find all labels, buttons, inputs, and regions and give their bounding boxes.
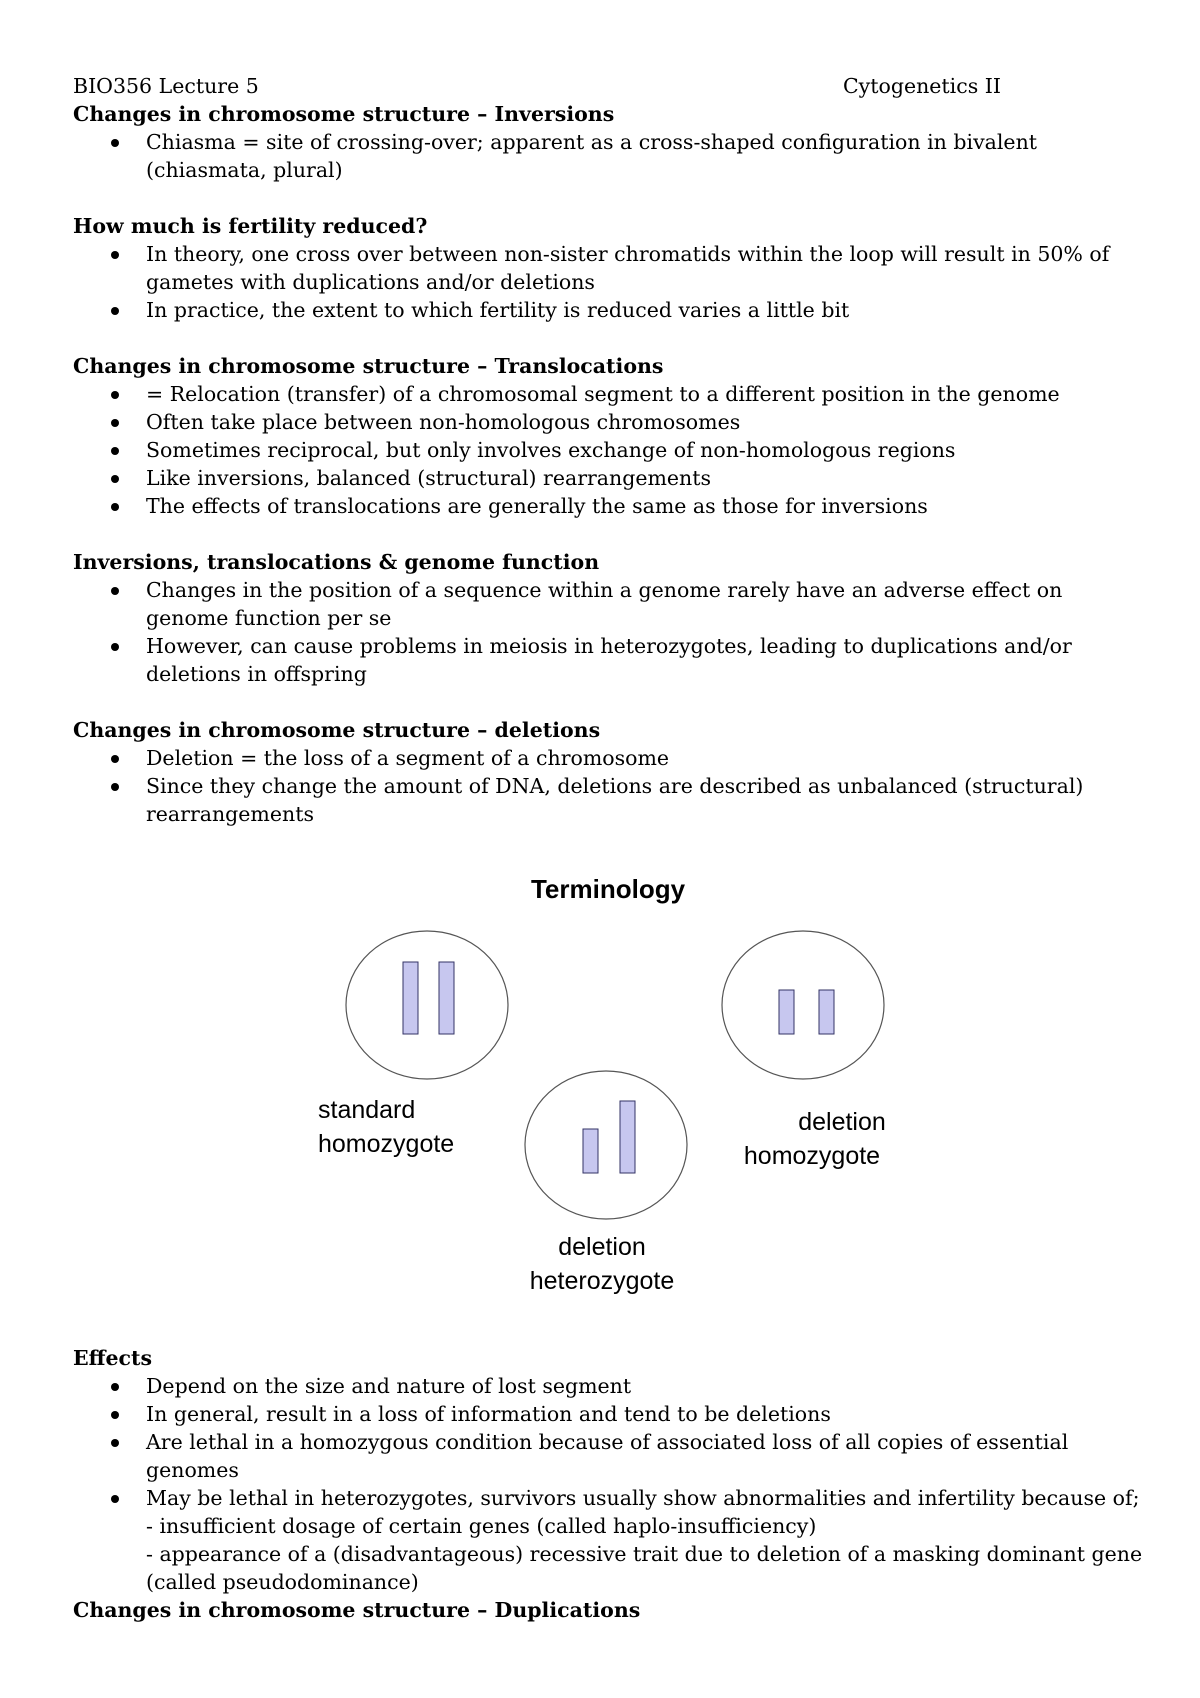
list-item: = Relocation (transfer) of a chromosomal segment to a different position in the genome: [73, 380, 1143, 408]
list-item: In theory, one cross over between non-sister chromatids within the loop will result in 50% of gametes with duplications and/or deletions: [73, 240, 1143, 296]
chromosome-deleted: [583, 1129, 598, 1173]
bullet-list: [73, 128, 1143, 184]
bullet-list: [73, 576, 1143, 688]
list-item: The effects of translocations are generally the same as those for inversions: [73, 492, 1143, 520]
section-translocations: [73, 352, 1143, 520]
cell-standard-homozygote: [346, 931, 508, 1079]
bullet-list: [73, 744, 1143, 828]
sub-point: - appearance of a (disadvantageous) recessive trait due to deletion of a masking dominant gene (called pseudodominance): [146, 1542, 1143, 1594]
section-inversions: [73, 100, 1143, 184]
section-heading: How much is fertility reduced?: [73, 214, 428, 238]
list-item: Changes in the position of a sequence within a genome rarely have an adverse effect on genome function per se: [73, 576, 1143, 632]
list-item: Often take place between non-homologous chromosomes: [73, 408, 1143, 436]
label-deletion: deletion: [558, 1233, 646, 1261]
figure-title: Terminology: [530, 874, 686, 904]
lecture-topic: Cytogenetics II: [843, 74, 1001, 98]
label-homozygote: homozygote: [318, 1130, 455, 1158]
bullet-list: [73, 1372, 1143, 1596]
chromosome-full: [439, 962, 454, 1034]
list-item: In general, result in a loss of information and tend to be deletions: [73, 1400, 1143, 1428]
list-item: However, can cause problems in meiosis in heterozygotes, leading to duplications and/or deletions in offspring: [73, 632, 1143, 688]
bullet-list: [73, 240, 1143, 324]
cell-deletion-homozygote: [722, 931, 884, 1079]
sub-point: - insufficient dosage of certain genes (called haplo-insufficiency): [146, 1514, 817, 1538]
bullet-list: [73, 380, 1143, 520]
section-heading: Changes in chromosome structure – Translocations: [73, 354, 664, 378]
section-heading: Changes in chromosome structure – deletions: [73, 718, 601, 742]
list-item: In practice, the extent to which fertility is reduced varies a little bit: [73, 296, 1143, 324]
list-item: Deletion = the loss of a segment of a chromosome: [73, 744, 1143, 772]
terminology-diagram: [300, 865, 920, 1305]
chromosome-deleted: [779, 990, 794, 1034]
list-item: [73, 1484, 1143, 1596]
section-effects: [73, 1344, 1143, 1596]
section-deletions: [73, 716, 1143, 828]
section-duplications: [73, 1596, 1143, 1624]
cell-deletion-heterozygote: [525, 1071, 687, 1219]
list-item: Are lethal in a homozygous condition because of associated loss of all copies of essential genomes: [73, 1428, 1143, 1484]
course-title: BIO356 Lecture 5: [73, 74, 259, 98]
section-genome-function: [73, 548, 1143, 688]
section-heading: Changes in chromosome structure – Inversions: [73, 102, 615, 126]
label-deletion: deletion: [798, 1108, 886, 1136]
terminology-figure: [300, 865, 920, 1305]
chromosome-deleted: [819, 990, 834, 1034]
list-item-text: May be lethal in heterozygotes, survivors usually show abnormalities and infertility because of;: [146, 1486, 1140, 1510]
section-fertility: [73, 212, 1143, 324]
label-standard: standard: [318, 1096, 416, 1124]
chromosome-full: [620, 1101, 635, 1173]
list-item: Depend on the size and nature of lost segment: [73, 1372, 1143, 1400]
page-header: [73, 72, 1073, 100]
list-item: Since they change the amount of DNA, deletions are described as unbalanced (structural) rearrangements: [73, 772, 1143, 828]
list-item: Like inversions, balanced (structural) rearrangements: [73, 464, 1143, 492]
section-heading: Changes in chromosome structure – Duplications: [73, 1598, 641, 1622]
section-heading: Inversions, translocations & genome function: [73, 550, 600, 574]
section-heading: Effects: [73, 1346, 152, 1370]
list-item: Chiasma = site of crossing-over; apparent as a cross-shaped configuration in bivalent (chiasmata, plural): [73, 128, 1143, 184]
list-item: Sometimes reciprocal, but only involves exchange of non-homologous regions: [73, 436, 1143, 464]
chromosome-full: [403, 962, 418, 1034]
label-heterozygote: heterozygote: [529, 1267, 675, 1295]
label-homozygote: homozygote: [743, 1142, 881, 1170]
